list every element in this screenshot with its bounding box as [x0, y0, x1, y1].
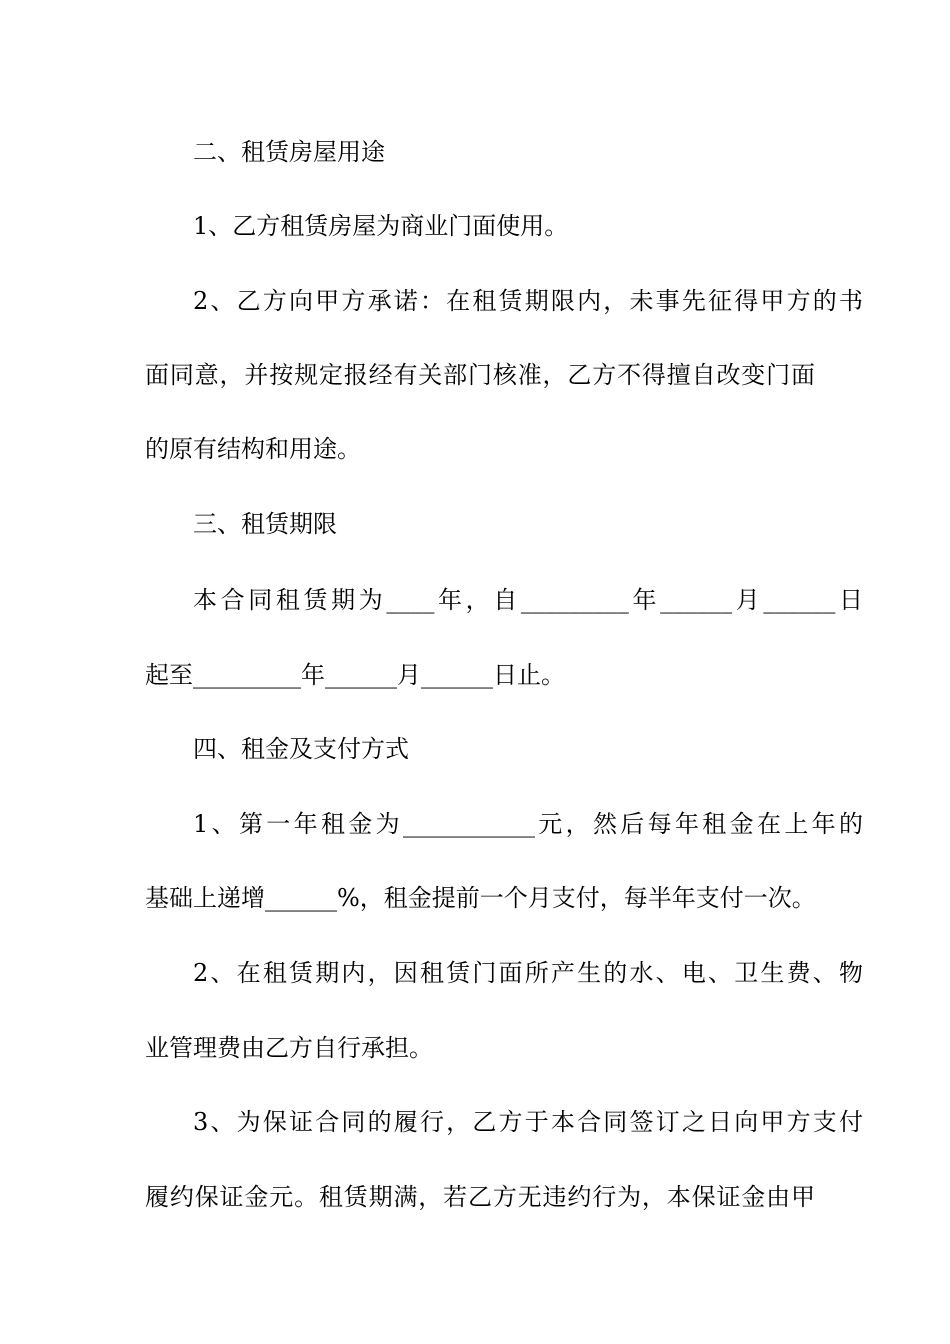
- paragraph-line: 2、乙方向甲方承诺：在租赁期限内，未事先征得甲方的书: [193, 287, 863, 315]
- section-heading-rent: 四、租金及支付方式: [193, 735, 409, 763]
- paragraph-line: 1、乙方租赁房屋为商业门面使用。: [193, 212, 569, 240]
- paragraph-line: 面同意，并按规定报经有关部门核准，乙方不得擅自改变门面: [145, 361, 815, 389]
- paragraph-line: 的原有结构和用途。: [145, 435, 361, 463]
- paragraph-line: 2、在租赁期内，因租赁门面所产生的水、电、卫生费、物: [193, 959, 863, 987]
- section-heading-term: 三、租赁期限: [193, 510, 337, 538]
- paragraph-line: 起至_________年______月______日止。: [145, 661, 565, 689]
- paragraph-line: 3、为保证合同的履行，乙方于本合同签订之日向甲方支付: [193, 1108, 863, 1136]
- paragraph-line: 业管理费由乙方自行承担。: [145, 1034, 433, 1062]
- section-heading-use: 二、租赁房屋用途: [193, 138, 385, 166]
- paragraph-line: 基础上递增______%，租金提前一个月支付，每半年支付一次。: [145, 884, 816, 912]
- paragraph-line: 履约保证金元。租赁期满，若乙方无违约行为，本保证金由甲: [145, 1183, 815, 1211]
- paragraph-line: 本合同租赁期为____年，自_________年______月______日: [193, 586, 863, 614]
- paragraph-line: 1、第一年租金为___________元，然后每年租金在上年的: [193, 810, 863, 838]
